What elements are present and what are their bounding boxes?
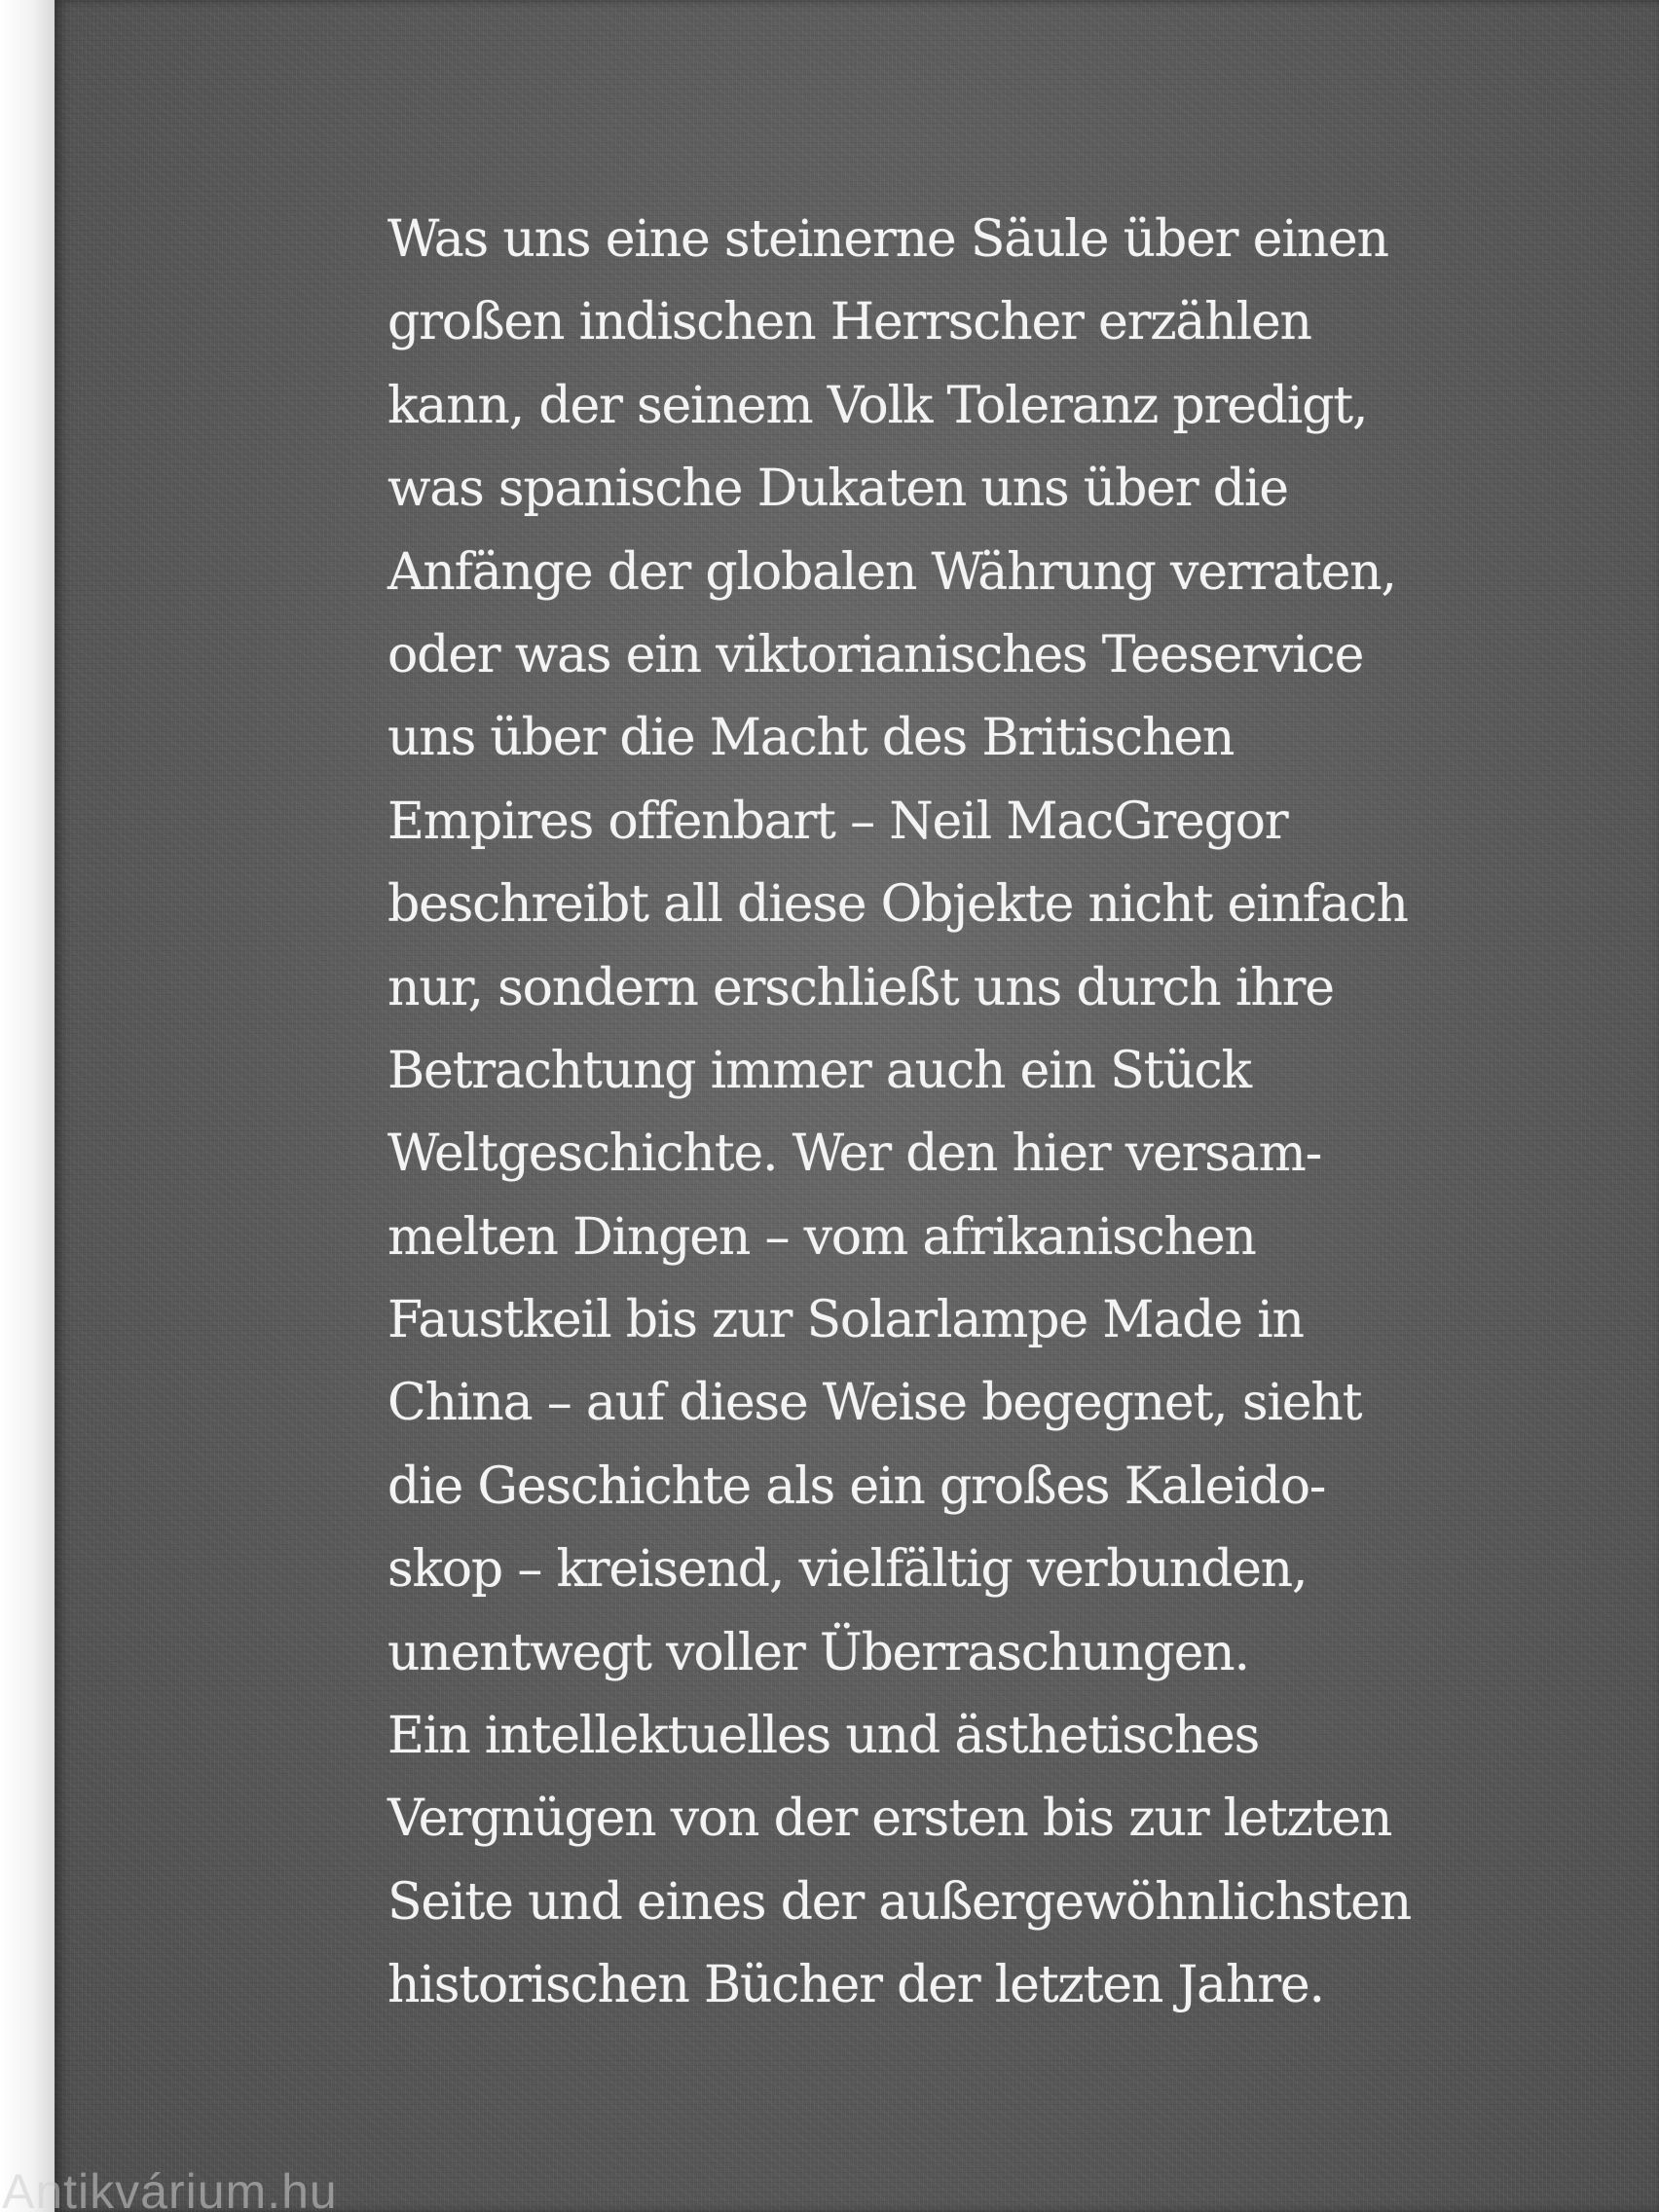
blurb-text: [387, 199, 1411, 2028]
blurb-line: Faustkeil bis zur Solarlampe Made in: [387, 1291, 1304, 1350]
blurb-line: beschreibt all diese Objekte nicht einfach: [387, 875, 1408, 935]
blurb-line: Anfänge der globalen Währung verraten,: [387, 542, 1396, 602]
blurb-line: historischen Bücher der letzten Jahre.: [387, 1956, 1324, 2015]
blurb-line: die Geschichte als ein großes Kaleido-: [387, 1456, 1326, 1516]
blurb-line: oder was ein viktorianisches Teeservice: [387, 625, 1364, 684]
blurb-line: Vergnügen von der ersten bis zur letzten: [387, 1789, 1392, 1849]
blurb-line: skop – kreisend, vielfältig verbunden,: [387, 1540, 1308, 1600]
watermark-text: Antikvárium.hu: [2, 2164, 338, 2212]
blurb-line: Betrachtung immer auch ein Stück: [387, 1041, 1251, 1100]
blurb-line: Was uns eine steinerne Säule über einen: [387, 210, 1388, 269]
blurb-line: nur, sondern erschließt uns durch ihre: [387, 958, 1334, 1017]
blurb-line: China – auf diese Weise begegnet, sieht: [387, 1374, 1362, 1433]
blurb-line: Ein intellektuelles und ästhetisches: [387, 1707, 1260, 1766]
blurb-line: was spanische Dukaten uns über die: [387, 460, 1288, 519]
paper-edge: [0, 0, 55, 2212]
blurb-line: melten Dingen – vom afrikanischen: [387, 1207, 1256, 1267]
blurb-line: uns über die Macht des Britischen: [387, 709, 1235, 768]
blurb-line: Empires offenbart – Neil MacGregor: [387, 792, 1288, 851]
blurb-line: kann, der seinem Volk Toleranz predigt,: [387, 376, 1368, 435]
blurb-line: Weltgeschichte. Wer den hier versam-: [387, 1124, 1321, 1184]
blurb-line: großen indischen Herrscher erzählen: [387, 293, 1311, 352]
blurb-line: unentwegt voller Überraschungen.: [387, 1623, 1249, 1682]
blurb-line: Seite und eines der außergewöhnlichsten: [387, 1872, 1411, 1932]
